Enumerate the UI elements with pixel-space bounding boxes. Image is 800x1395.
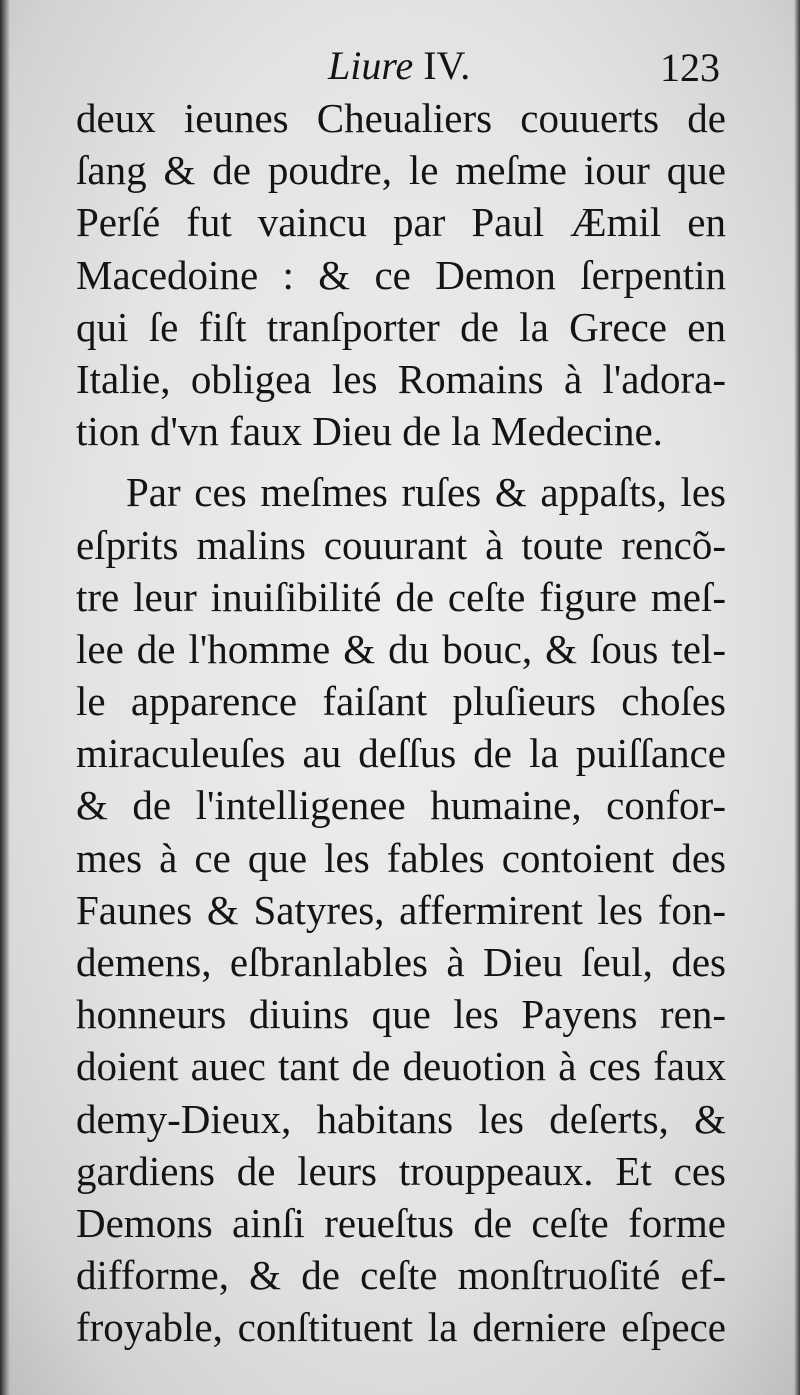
- text-line: demy-Dieux, habitans les deſerts, &: [76, 1095, 726, 1142]
- paragraph-2: [76, 466, 726, 1353]
- text-line: tion d'vn faux Dieu de la Medecine.: [76, 408, 663, 455]
- text-line: froyable, conſtituent la derniere eſpece: [76, 1304, 726, 1351]
- text-line: ſang & de poudre, le meſme iour que: [76, 147, 726, 194]
- page-number: 123: [660, 45, 720, 90]
- paragraph-1: [76, 92, 726, 457]
- text-line: Faunes & Satyres, affermirent les fon-: [76, 886, 726, 933]
- text-line: Par ces meſmes ruſes & appaſts, les: [126, 469, 726, 516]
- body-text: [76, 92, 726, 1354]
- text-line: Macedoine : & ce Demon ſerpentin: [76, 251, 726, 298]
- text-line: mes à ce que les fables contoient des: [76, 834, 726, 881]
- text-line: tre leur inuiſibilité de ceſte figure meſ-: [76, 573, 726, 620]
- page-header: [0, 42, 800, 92]
- text-line: miraculeuſes au deſſus de la puiſſance: [76, 730, 726, 777]
- text-line: Demons ainſi reueſtus de ceſte forme: [76, 1199, 726, 1246]
- text-line: le apparence faiſant pluſieurs choſes: [76, 678, 726, 725]
- text-line: demens, eſbranlables à Dieu ſeul, des: [76, 939, 726, 985]
- text-line: gardiens de leurs trouppeaux. Et ces: [76, 1147, 726, 1194]
- text-line: deux ieunes Cheualiers couuerts de: [76, 95, 726, 141]
- text-line: difforme, & de ceſte monſtruoſité ef-: [76, 1252, 726, 1299]
- text-line: Italie, obligea les Romains à l'adora-: [76, 355, 726, 402]
- text-line: eſprits malins couurant à toute rencõ-: [76, 521, 726, 568]
- paragraph-gap: [76, 457, 726, 466]
- running-title: [328, 42, 470, 89]
- text-line: & de l'intelligenee humaine, confor-: [76, 782, 726, 829]
- text-line: honneurs diuins que les Payens ren-: [76, 991, 726, 1038]
- running-title-word: Liure: [328, 43, 414, 88]
- text-line: doient auec tant de deuotion à ces faux: [76, 1043, 726, 1090]
- text-line: qui ſe fiſt tranſporter de la Grece en: [76, 303, 726, 350]
- running-title-numeral: IV.: [423, 43, 471, 88]
- page-left-edge-shadow: [0, 0, 10, 1395]
- text-line: lee de l'homme & du bouc, & ſous tel-: [76, 625, 726, 672]
- page-right-edge-shadow: [794, 0, 800, 1395]
- text-line: Perſé fut vaincu par Paul Æmil en: [76, 199, 726, 246]
